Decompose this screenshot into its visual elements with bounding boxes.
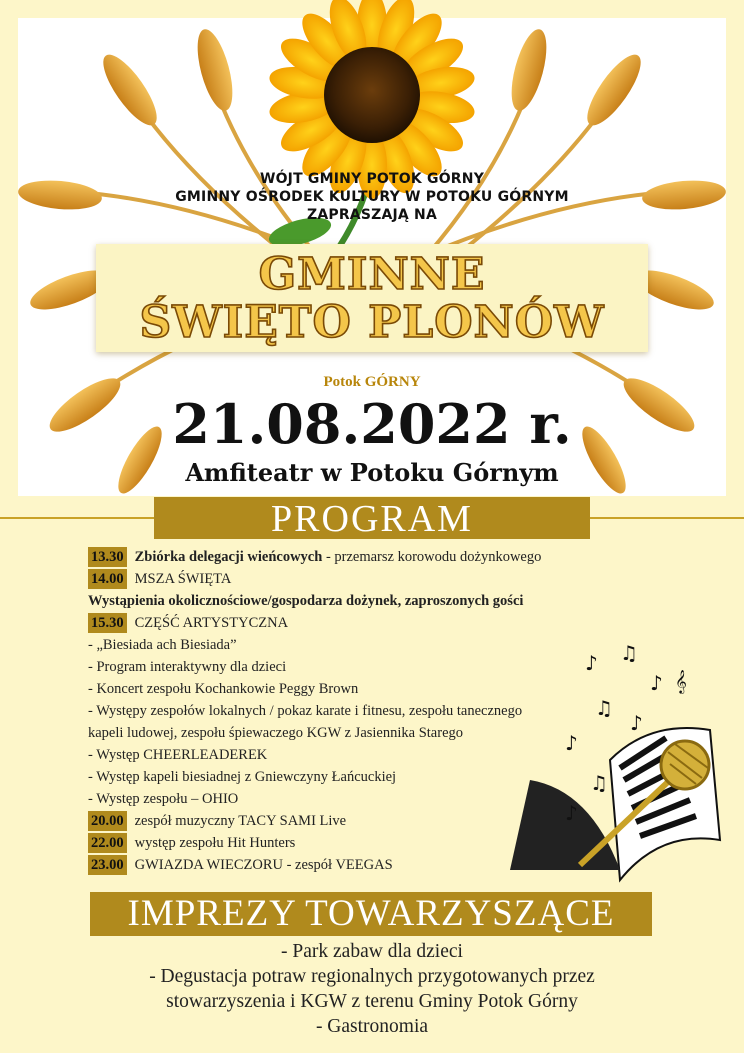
svg-text:♪: ♪ xyxy=(650,671,663,695)
event-title-line-2: ŚWIĘTO PLONÓW xyxy=(139,297,605,348)
side-event-line: - Park zabaw dla dzieci xyxy=(281,941,463,962)
program-row: Wystąpienia okolicznościowe/gospodarza dożynek, zaproszonych gości xyxy=(88,593,524,609)
svg-text:♫: ♫ xyxy=(620,641,638,665)
svg-text:♪: ♪ xyxy=(565,801,578,825)
svg-text:♪: ♪ xyxy=(565,731,578,755)
svg-text:♪: ♪ xyxy=(630,711,643,735)
event-venue: Amfiteatr w Potoku Górnym xyxy=(185,458,559,487)
program-row: - Występ zespołu – OHIO xyxy=(88,791,239,807)
program-row: - Występ CHEERLEADEREK xyxy=(88,747,268,763)
microphone-music-illustration xyxy=(470,640,744,885)
program-title: PROGRAM xyxy=(154,497,590,539)
place-label: Potok GÓRNY xyxy=(323,374,421,390)
time-badge: 13.30 xyxy=(88,547,127,567)
program-row: - Występy zespołów lokalnych / pokaz karate i fitnesu, zespołu tanecznego xyxy=(88,703,523,719)
event-date: 21.08.2022 r. xyxy=(172,392,572,456)
program-row: 15.30 CZĘŚĆ ARTYSTYCZNA xyxy=(88,613,288,633)
program-row: - Koncert zespołu Kochankowie Peggy Brown xyxy=(88,681,359,697)
organizer-line-1: WÓJT GMINY POTOK GÓRNY xyxy=(259,171,485,187)
side-event-line: - Gastronomia xyxy=(315,1016,429,1037)
side-event-line: - Degustacja potraw regionalnych przygotowanych przez xyxy=(149,966,595,987)
time-badge: 23.00 xyxy=(88,855,127,875)
program-row: kapeli ludowej, zespołu śpiewaczego KGW z Jasiennika Starego xyxy=(88,725,464,741)
time-badge: 14.00 xyxy=(88,569,127,589)
program-row: 22.00 występ zespołu Hit Hunters xyxy=(88,833,295,853)
program-row: - „Biesiada ach Biesiada” xyxy=(88,637,237,653)
program-row: - Program interaktywny dla dzieci xyxy=(88,659,287,675)
organizer-line-2: GMINNY OŚRODEK KULTURY W POTOKU GÓRNYM xyxy=(175,189,569,205)
time-badge: 22.00 xyxy=(88,833,127,853)
time-badge: 15.30 xyxy=(88,613,127,633)
svg-text:𝄞: 𝄞 xyxy=(675,669,687,693)
program-row: - Występ kapeli biesiadnej z Gniewczyny Łańcuckiej xyxy=(88,769,397,785)
program-row: 14.00 MSZA ŚWIĘTA xyxy=(88,569,231,589)
event-title-line-1: GMINNE xyxy=(258,249,486,300)
svg-text:♫: ♫ xyxy=(590,771,608,795)
side-event-line: stowarzyszenia i KGW z terenu Gminy Potok Górny xyxy=(166,991,578,1012)
program-row: 13.30 Zbiórka delegacji wieńcowych - przemarsz korowodu dożynkowego xyxy=(88,547,541,567)
side-events-title: IMPREZY TOWARZYSZĄCE xyxy=(90,892,652,936)
time-badge: 20.00 xyxy=(88,811,127,831)
program-row: 23.00 GWIAZDA WIECZORU - zespół VEEGAS xyxy=(88,855,393,875)
svg-text:♪: ♪ xyxy=(585,651,598,675)
invite-line: ZAPRASZAJĄ NA xyxy=(306,207,437,223)
program-row: 20.00 zespół muzyczny TACY SAMI Live xyxy=(88,811,346,831)
svg-text:♫: ♫ xyxy=(595,696,613,720)
